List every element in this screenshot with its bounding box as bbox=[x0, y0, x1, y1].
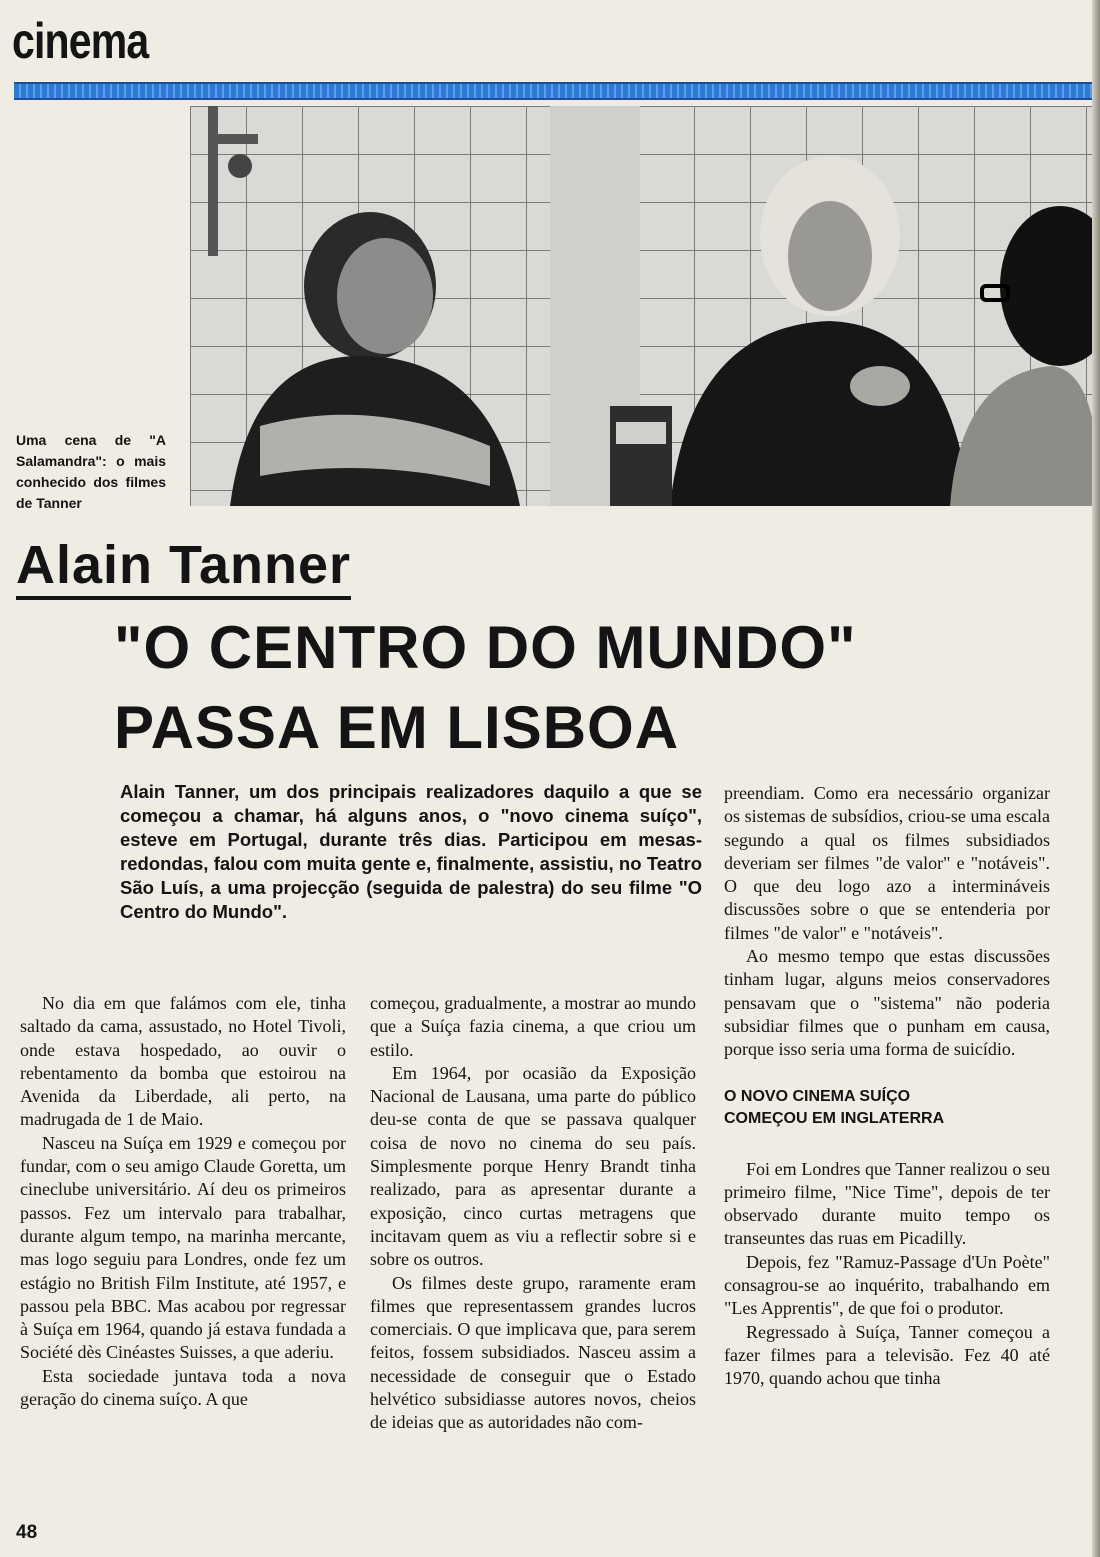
subheading-line-1: O NOVO CINEMA SUÍÇO bbox=[724, 1087, 911, 1105]
page-number: 48 bbox=[16, 1522, 38, 1543]
text-column-3 bbox=[724, 782, 1050, 1391]
paragraph: Foi em Londres que Tanner realizou o seu primeiro filme, "Nice Time", depois de ter observado durante muito tempo os transeuntes das ruas em Picadilly. bbox=[724, 1158, 1050, 1249]
paragraph: Os filmes deste grupo, raramente eram filmes que representassem grandes lucros comerciais. O que implicava que, para serem feitos, fossem subsidiados. Nasceu assim a necessidade de conseguir que o Estado helvético subsidiasse autores novos, cheios de ideias que as autoridades não com- bbox=[370, 1272, 696, 1433]
film-still-photo bbox=[190, 106, 1100, 506]
section-label: cinema bbox=[12, 13, 149, 69]
paragraph: Esta sociedade juntava toda a nova geração do cinema suíço. A que bbox=[20, 1365, 346, 1410]
film-still-illustration bbox=[190, 106, 1100, 506]
paragraph: Ao mesmo tempo que estas discussões tinham lugar, alguns meios conservadores pensavam que o "sistema" não poderia subsidiar filmes que o punham em causa, porque isso seria uma forma de suicídio. bbox=[724, 946, 1050, 1060]
paragraph: Em 1964, por ocasião da Exposição Nacional de Lausana, uma parte do público deu-se conta de que se passava qualquer coisa de novo no cinema do seu país. Simplesmente porque Henry Brandt tinha realizado, para as apresentar durante a exposição, cinco curtas metragens que incitavam quem as viu a reflectir sobre si e sobre os outros. bbox=[370, 1062, 696, 1270]
paragraph: Depois, fez "Ramuz-Passage d'Un Poète" consagrou-se ao inquérito, trabalhando em "Les Apprentis", de que foi o produtor. bbox=[724, 1251, 1050, 1319]
text-column-1 bbox=[20, 992, 346, 1411]
section-subheading bbox=[724, 1086, 1050, 1130]
paragraph: começou, gradualmente, a mostrar ao mundo que a Suíça fazia cinema, a que criou um estilo. bbox=[370, 993, 696, 1060]
text-column-2 bbox=[370, 992, 696, 1435]
subheading-line-2: COMEÇOU EM INGLATERRA bbox=[724, 1109, 945, 1127]
headline-line-1: "O CENTRO DO MUNDO" bbox=[114, 614, 857, 681]
paragraph: Nasceu na Suíça em 1929 e começou por fundar, com o seu amigo Claude Goretta, um cineclube universitário. Aí deu os primeiros passos. Fez um intervalo para trabalhar, durante algum tempo, na marinha mercante, mas logo seguiu para Londres, onde fez um estágio no British Film Institute, até 1957, e passou pela BBC. Mas acabou por regressar à Suíça em 1964, quando já estava fundada a Société dès Cinéastes Suisses, a que aderiu. bbox=[20, 1132, 346, 1363]
article-headline bbox=[114, 608, 1014, 768]
paragraph: preendiam. Como era necessário organizar os sistemas de subsídios, criou-se uma escala segundo a qual os filmes subsidiados deveriam ser filmes "de valor" e "notáveis". O que deu logo azo a intermináveis discussões sobre o que se entenderia por filmes "de valor" e "notáveis". bbox=[724, 783, 1050, 943]
blue-header-rule bbox=[14, 82, 1100, 100]
headline-line-2: PASSA EM LISBOA bbox=[114, 694, 680, 761]
page-binding-edge bbox=[1092, 0, 1100, 1557]
lead-paragraph: Alain Tanner, um dos principais realizadores daquilo a que se começou a chamar, há alguns anos, o "novo cinema suíço", esteve em Portugal, durante três dias. Participou em mesas-redondas, falou com muita gente e, finalmente, assistiu, no Teatro São Luís, a uma projecção (seguida de palestra) do seu filme "O Centro do Mundo". bbox=[120, 781, 702, 922]
paragraph: No dia em que falámos com ele, tinha saltado da cama, assustado, no Hotel Tivoli, onde estava hospedado, ao ouvir o rebentamento da bomba que estoirou na Avenida da Liberdade, ali perto, na madrugada de 1 de Maio. bbox=[20, 993, 346, 1130]
photo-caption: Uma cena de "A Salamandra": o mais conhecido dos filmes de Tanner bbox=[16, 432, 166, 511]
paragraph: Regressado à Suíça, Tanner começou a fazer filmes para a televisão. Fez 40 até 1970, quando achou que tinha bbox=[724, 1321, 1050, 1389]
article-name-title: Alain Tanner bbox=[16, 534, 351, 600]
